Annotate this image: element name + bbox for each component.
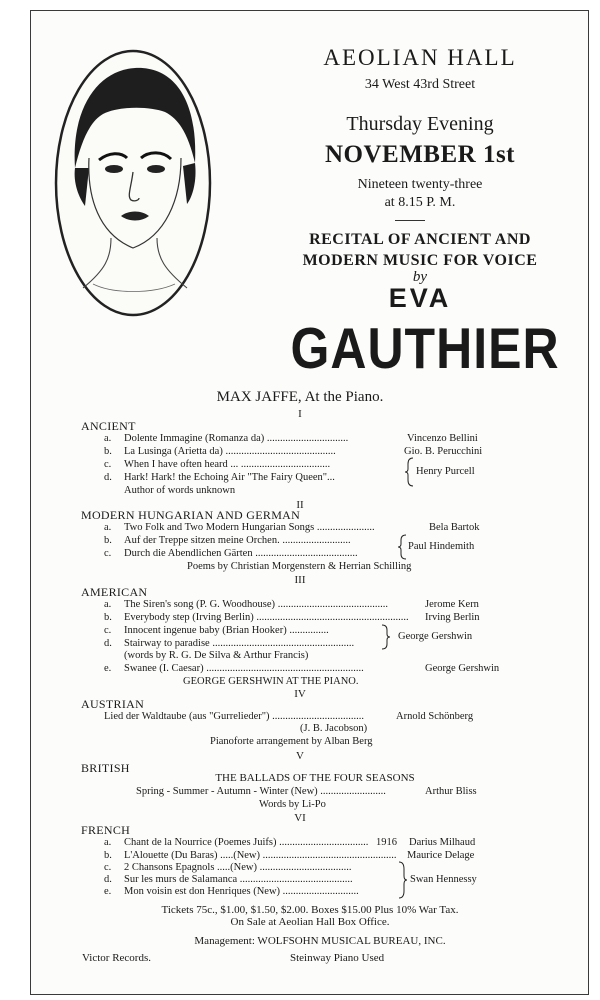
piano-credit: Steinway Piano Used: [290, 952, 385, 964]
composer-name: Bela Bartok: [429, 522, 480, 533]
recital-title-line2: MODERN MUSIC FOR VOICE: [302, 252, 538, 269]
section-title-austrian: AUSTRIAN: [81, 697, 145, 711]
program-item: d. Stairway to paradise ......................................................: [104, 638, 355, 649]
ticket-prices: Tickets 75c., $1.00, $1.50, $2.00. Boxes $15.00 Plus 10% War Tax.: [161, 904, 459, 916]
composer-name: Irving Berlin: [425, 612, 480, 623]
singer-portrait: [53, 48, 213, 318]
program-item: c. Innocent ingenue baby (Brian Hooker) ...............: [104, 625, 329, 636]
brace-icon: [380, 624, 390, 650]
section-note: Poems by Christian Morgenstern & Herrian Schilling: [187, 561, 412, 572]
section-note: GEORGE GERSHWIN AT THE PIANO.: [183, 676, 359, 687]
brace-icon: [397, 861, 407, 899]
composer-name: George Gershwin: [425, 663, 500, 674]
program-item: Lied der Waldtaube (aus "Gurrelieder") ...................................: [104, 711, 365, 722]
program-item: b. La Lusinga (Arietta da) ..........................................: [104, 446, 336, 457]
program-item: c. 2 Chansons Epagnols .....(New) ...................................: [104, 862, 352, 873]
singer-surname: GAUTHIER: [290, 316, 560, 381]
brace-icon: [405, 457, 415, 487]
venue-title: AEOLIAN HALL: [323, 45, 517, 70]
program-item: d. Sur les murs de Salamanca ...........................................: [104, 874, 353, 885]
composer-name: Arthur Bliss: [425, 786, 477, 797]
composer-name: Darius Milhaud: [409, 837, 476, 848]
composer-name: Vincenzo Bellini: [407, 433, 478, 444]
singer-first-name: EVA: [388, 283, 452, 313]
section-number-4: IV: [294, 688, 306, 700]
program-item: e. Swanee (I. Caesar) ............................................................: [104, 663, 364, 674]
pianist-line: MAX JAFFE, At the Piano.: [216, 389, 384, 405]
program-item: b. Everybody step (Irving Berlin) ..........................................................: [104, 612, 409, 623]
management-line: Management: WOLFSOHN MUSICAL BUREAU, INC.: [194, 935, 446, 947]
section-note: Words by Li-Po: [259, 799, 326, 810]
by-label: by: [412, 269, 428, 285]
work-title: THE BALLADS OF THE FOUR SEASONS: [215, 772, 415, 784]
section-number-5: V: [296, 750, 304, 762]
section-title-british: BRITISH: [81, 761, 130, 775]
program-item: a. Chant de la Nourrice (Poemes Juifs) ..................................: [104, 837, 369, 848]
composer-name: Paul Hindemith: [408, 541, 475, 552]
records-credit: Victor Records.: [82, 952, 151, 964]
section-title-american: AMERICAN: [81, 585, 148, 599]
program-item: c. Durch die Abendlichen Gärten .......................................: [104, 548, 358, 559]
program-item: b. Auf der Treppe sitzen meine Orchen. ..........................: [104, 535, 351, 546]
program-item: b. L'Alouette (Du Baras) .....(New) ...................................................: [104, 850, 397, 861]
composer-name: Henry Purcell: [416, 466, 475, 477]
program-item: a. Two Folk and Two Modern Hungarian Songs ......................: [104, 522, 375, 533]
recital-title-line1: RECITAL OF ANCIENT AND: [309, 231, 531, 248]
event-day: Thursday Evening: [346, 113, 494, 135]
words-note: (words by R. G. De Silva & Arthur Francis): [124, 650, 309, 661]
section-note: Pianoforte arrangement by Alban Berg: [210, 736, 373, 747]
composer-name: George Gershwin: [398, 631, 473, 642]
section-title-french: FRENCH: [81, 823, 131, 837]
section-number-1: I: [298, 408, 302, 420]
program-item: d. Hark! Hark! the Echoing Air "The Fairy Queen"...: [104, 472, 335, 483]
composer-name: Jerome Kern: [425, 599, 479, 610]
program-item: c. When I have often heard ... ..................................: [104, 459, 331, 470]
header-divider: [395, 220, 425, 221]
program-item: e. Mon voisin est don Henriques (New) .............................: [104, 886, 359, 897]
event-time: at 8.15 P. M.: [384, 195, 456, 210]
composer-name: Maurice Delage: [407, 850, 475, 861]
program-item: a. The Siren's song (P. G. Woodhouse) ..........................................: [104, 599, 388, 610]
section-title-modern: MODERN HUNGARIAN AND GERMAN: [81, 508, 301, 522]
composer-name: Gio. B. Perucchini: [404, 446, 483, 457]
box-office-note: On Sale at Aeolian Hall Box Office.: [230, 916, 390, 928]
program-item: Spring - Summer - Autumn - Winter (New) .........................: [136, 786, 386, 797]
translator-note: (J. B. Jacobson): [300, 723, 368, 734]
event-year: Nineteen twenty-three: [357, 177, 483, 192]
composer-name: Swan Hennessy: [410, 874, 477, 885]
work-year: 1916: [376, 837, 397, 848]
composer-name: Arnold Schönberg: [396, 711, 474, 722]
section-number-3: III: [294, 574, 306, 586]
section-title-ancient: ANCIENT: [81, 419, 136, 433]
program-item: a. Dolente Immagine (Romanza da) ...............................: [104, 433, 349, 444]
section-note: Author of words unknown: [124, 485, 236, 496]
event-date: NOVEMBER 1st: [324, 141, 516, 168]
section-number-6: VI: [294, 812, 306, 824]
venue-address: 34 West 43rd Street: [364, 77, 476, 92]
brace-icon: [398, 534, 408, 560]
section-number-2: II: [296, 499, 304, 511]
